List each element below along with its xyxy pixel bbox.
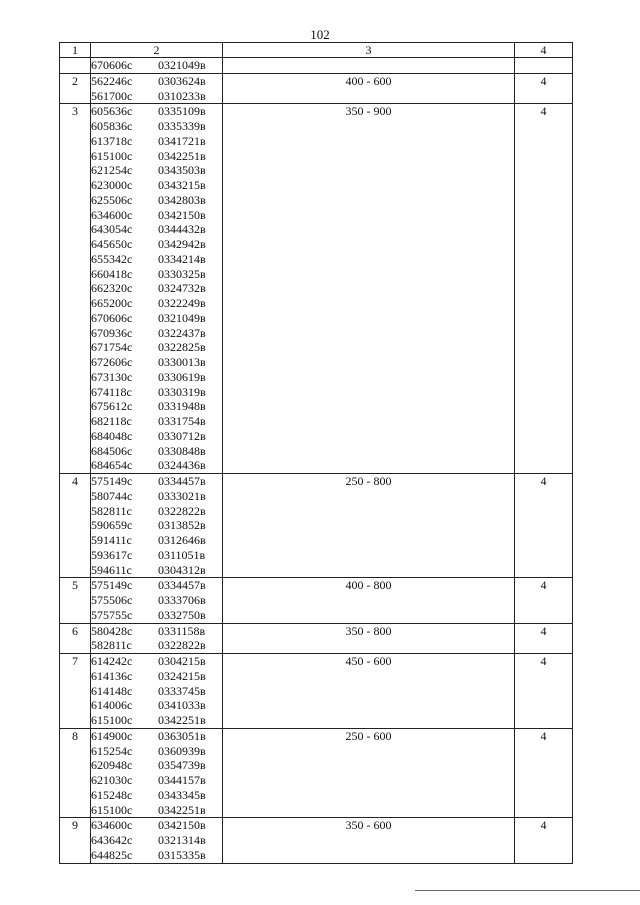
coordinate-pair [91,74,222,89]
latitude-code: 634600с [91,818,133,833]
longitude-code: 0344157в [158,773,206,787]
coordinate-pair [91,163,222,178]
coordinate-pair [91,773,222,788]
table-row [60,73,573,104]
coordinate-pair [91,429,222,444]
longitude-code: 0324215в [158,668,206,683]
coordinates-cell [91,654,223,729]
longitude-code: 0344432в [158,222,206,237]
latitude-code: 615254с [91,743,133,758]
longitude-code: 0322825в [158,340,206,355]
range-value: 400 - 800 [223,578,515,623]
longitude-code: 0312646в [158,533,206,547]
coordinates-cell [91,73,223,104]
latitude-code: 614900с [91,728,133,743]
coordinate-pair [91,533,222,548]
latitude-code: 615100с [91,713,133,727]
longitude-code: 0342150в [158,207,206,222]
longitude-code: 0330712в [158,428,206,443]
coordinate-pair [91,548,222,563]
coordinate-pair [91,370,222,385]
longitude-code: 0331754в [158,414,206,428]
coordinate-pair [91,222,222,237]
coordinate-pair [91,149,222,164]
latitude-code: 575506с [91,593,133,607]
latitude-code: 615248с [91,787,133,802]
longitude-code: 0322822в [158,638,206,653]
latitude-code: 614148с [91,683,133,698]
longitude-code: 0330619в [158,369,206,384]
coordinate-pair [91,578,222,593]
table-row [60,654,573,729]
longitude-code: 0333706в [158,593,206,607]
latitude-code: 591411с [91,533,132,547]
coordinates-cell [91,104,223,474]
latitude-code: 575149с [91,474,133,488]
row-number: 9 [60,818,91,863]
coordinates-cell [91,623,223,654]
column-header-3: 3 [223,43,515,58]
longitude-code: 0354739в [158,758,206,773]
row-number: 4 [60,474,91,578]
longitude-code: 0331948в [158,399,206,414]
longitude-code: 0341721в [158,133,206,148]
longitude-code: 0360939в [158,743,206,758]
category-value: 4 [515,623,573,654]
column-header-1: 1 [60,43,91,58]
latitude-code: 615100с [91,148,133,163]
latitude-code: 645650с [91,237,133,251]
latitude-code: 643054с [91,222,133,237]
longitude-code: 0363051в [158,728,206,743]
coordinates-cell [91,474,223,578]
coordinate-pair [91,669,222,684]
longitude-code: 0335339в [158,119,206,133]
column-header-4: 4 [515,43,573,58]
latitude-code: 671754с [91,340,133,355]
range-value [223,58,515,74]
coordinate-pair [91,638,222,653]
coordinate-pair [91,252,222,267]
coordinate-pair [91,684,222,699]
coordinates-cell [91,818,223,863]
longitude-code: 0343345в [158,787,206,802]
longitude-code: 0322822в [158,503,206,518]
latitude-code: 662320с [91,281,133,296]
longitude-code: 0330013в [158,355,206,369]
table-row [60,623,573,654]
longitude-code: 0342803в [158,192,206,207]
coordinate-pair [91,818,222,833]
latitude-code: 575755с [91,607,133,622]
row-number: 2 [60,73,91,104]
latitude-code: 644825с [91,847,133,862]
longitude-code: 0331158в [158,623,206,638]
latitude-code: 673130с [91,369,133,384]
latitude-code: 614242с [91,654,133,668]
latitude-code: 580744с [91,488,133,503]
latitude-code: 670606с [91,310,133,325]
coordinate-pair [91,729,222,744]
coordinate-pair [91,58,222,73]
coordinate-pair [91,296,222,311]
coordinate-pair [91,326,222,341]
coordinate-pair [91,489,222,504]
coordinate-pair [91,458,222,473]
table-row [60,728,573,818]
latitude-code: 614136с [91,668,133,683]
category-value: 4 [515,818,573,863]
latitude-code: 623000с [91,178,133,192]
longitude-code: 0321049в [158,58,206,72]
latitude-code: 621254с [91,163,133,178]
latitude-code: 593617с [91,547,133,562]
coordinate-pair [91,444,222,459]
latitude-code: 674118с [91,384,132,399]
latitude-code: 684048с [91,428,133,443]
longitude-code: 0333745в [158,683,206,698]
coordinate-pair [91,89,222,104]
longitude-code: 0304312в [158,562,206,577]
coordinate-pair [91,399,222,414]
coordinate-pair [91,178,222,193]
coordinate-pair [91,311,222,326]
latitude-code: 684654с [91,458,133,473]
longitude-code: 0333021в [158,488,206,503]
longitude-code: 0335109в [158,104,206,119]
row-number: 5 [60,578,91,623]
longitude-code: 0315335в [158,847,206,862]
longitude-code: 0332750в [158,607,206,622]
coordinate-pair [91,654,222,669]
coordinate-pair [91,134,222,149]
coordinate-pair [91,385,222,400]
coordinate-pair [91,340,222,355]
range-value: 450 - 600 [223,654,515,729]
coordinate-pair [91,608,222,623]
longitude-code: 0330848в [158,443,206,458]
latitude-code: 605836с [91,119,133,133]
longitude-code: 0341033в [158,698,206,713]
longitude-code: 0321049в [158,310,206,325]
longitude-code: 0303624в [158,73,206,88]
longitude-code: 0311051в [158,547,206,562]
column-header-2: 2 [91,43,223,58]
latitude-code: 625506с [91,192,133,207]
coordinate-pair [91,208,222,223]
longitude-code: 0342251в [158,713,206,727]
table-row [60,104,573,474]
latitude-code: 643642с [91,833,133,847]
latitude-code: 670936с [91,325,133,340]
coordinate-pair [91,758,222,773]
coordinate-pair [91,518,222,533]
row-number: 7 [60,654,91,729]
latitude-code: 672606с [91,355,133,369]
latitude-code: 655342с [91,251,133,266]
latitude-code: 561700с [91,88,133,103]
latitude-code: 614006с [91,698,133,713]
coordinate-pair [91,563,222,578]
category-value: 4 [515,474,573,578]
coordinate-pair [91,848,222,863]
table-row [60,474,573,578]
longitude-code: 0322437в [158,325,206,340]
longitude-code: 0334457в [158,578,206,593]
category-value: 4 [515,728,573,818]
longitude-code: 0310233в [158,88,206,103]
coordinate-pair [91,713,222,728]
latitude-code: 605636с [91,104,133,119]
longitude-code: 0342942в [158,237,206,251]
longitude-code: 0334457в [158,474,206,488]
category-value: 4 [515,73,573,104]
latitude-code: 594611с [91,562,132,577]
latitude-code: 621030с [91,773,133,787]
latitude-code: 684506с [91,443,133,458]
table-row [60,578,573,623]
latitude-code: 675612с [91,399,133,414]
coordinates-table [59,42,573,864]
bottom-rule [415,890,640,891]
longitude-code: 0324732в [158,281,206,296]
row-number: 8 [60,728,91,818]
category-value: 4 [515,578,573,623]
latitude-code: 620948с [91,758,133,773]
range-value: 250 - 600 [223,728,515,818]
row-number [60,58,91,74]
longitude-code: 0304215в [158,654,206,668]
coordinate-pair [91,281,222,296]
range-value: 400 - 600 [223,73,515,104]
latitude-code: 682118с [91,414,132,428]
longitude-code: 0334214в [158,251,206,266]
table-row [60,58,573,74]
category-value: 4 [515,104,573,474]
latitude-code: 575149с [91,578,133,593]
latitude-code: 670606с [91,58,133,72]
range-value: 250 - 800 [223,474,515,578]
coordinate-pair [91,833,222,848]
longitude-code: 0343215в [158,178,206,192]
range-value: 350 - 600 [223,818,515,863]
longitude-code: 0330325в [158,266,206,281]
range-value: 350 - 800 [223,623,515,654]
page-number: 102 [310,27,330,42]
longitude-code: 0330319в [158,384,206,399]
table-row [60,818,573,863]
longitude-code: 0342251в [158,802,206,817]
table-body [60,58,573,864]
coordinates-cell [91,728,223,818]
longitude-code: 0342150в [158,818,206,833]
coordinate-pair [91,267,222,282]
longitude-code: 0321314в [158,833,206,847]
latitude-code: 590659с [91,518,133,533]
category-value [515,58,573,74]
coordinate-pair [91,119,222,134]
row-number: 3 [60,104,91,474]
latitude-code: 562246с [91,73,133,88]
longitude-code: 0313852в [158,518,206,533]
longitude-code: 0343503в [158,163,206,178]
coordinate-pair [91,624,222,639]
coordinate-pair [91,593,222,608]
latitude-code: 634600с [91,207,133,222]
longitude-code: 0324436в [158,458,206,473]
coordinate-pair [91,803,222,818]
latitude-code: 613718с [91,133,133,148]
row-number: 6 [60,623,91,654]
coordinate-pair [91,698,222,713]
coordinate-pair [91,355,222,370]
latitude-code: 582811с [91,503,132,518]
latitude-code: 615100с [91,802,133,817]
coordinate-pair [91,474,222,489]
coordinate-pair [91,504,222,519]
longitude-code: 0322249в [158,296,206,310]
coordinates-cell [91,58,223,74]
coordinate-pair [91,237,222,252]
coordinate-pair [91,744,222,759]
latitude-code: 582811с [91,638,132,653]
longitude-code: 0342251в [158,148,206,163]
category-value: 4 [515,654,573,729]
coordinate-pair [91,788,222,803]
coordinate-pair [91,193,222,208]
range-value: 350 - 900 [223,104,515,474]
latitude-code: 665200с [91,296,133,310]
latitude-code: 580428с [91,623,133,638]
coordinate-pair [91,104,222,119]
coordinates-cell [91,578,223,623]
coordinate-pair [91,414,222,429]
latitude-code: 660418с [91,266,133,281]
table-header-row [60,43,573,58]
